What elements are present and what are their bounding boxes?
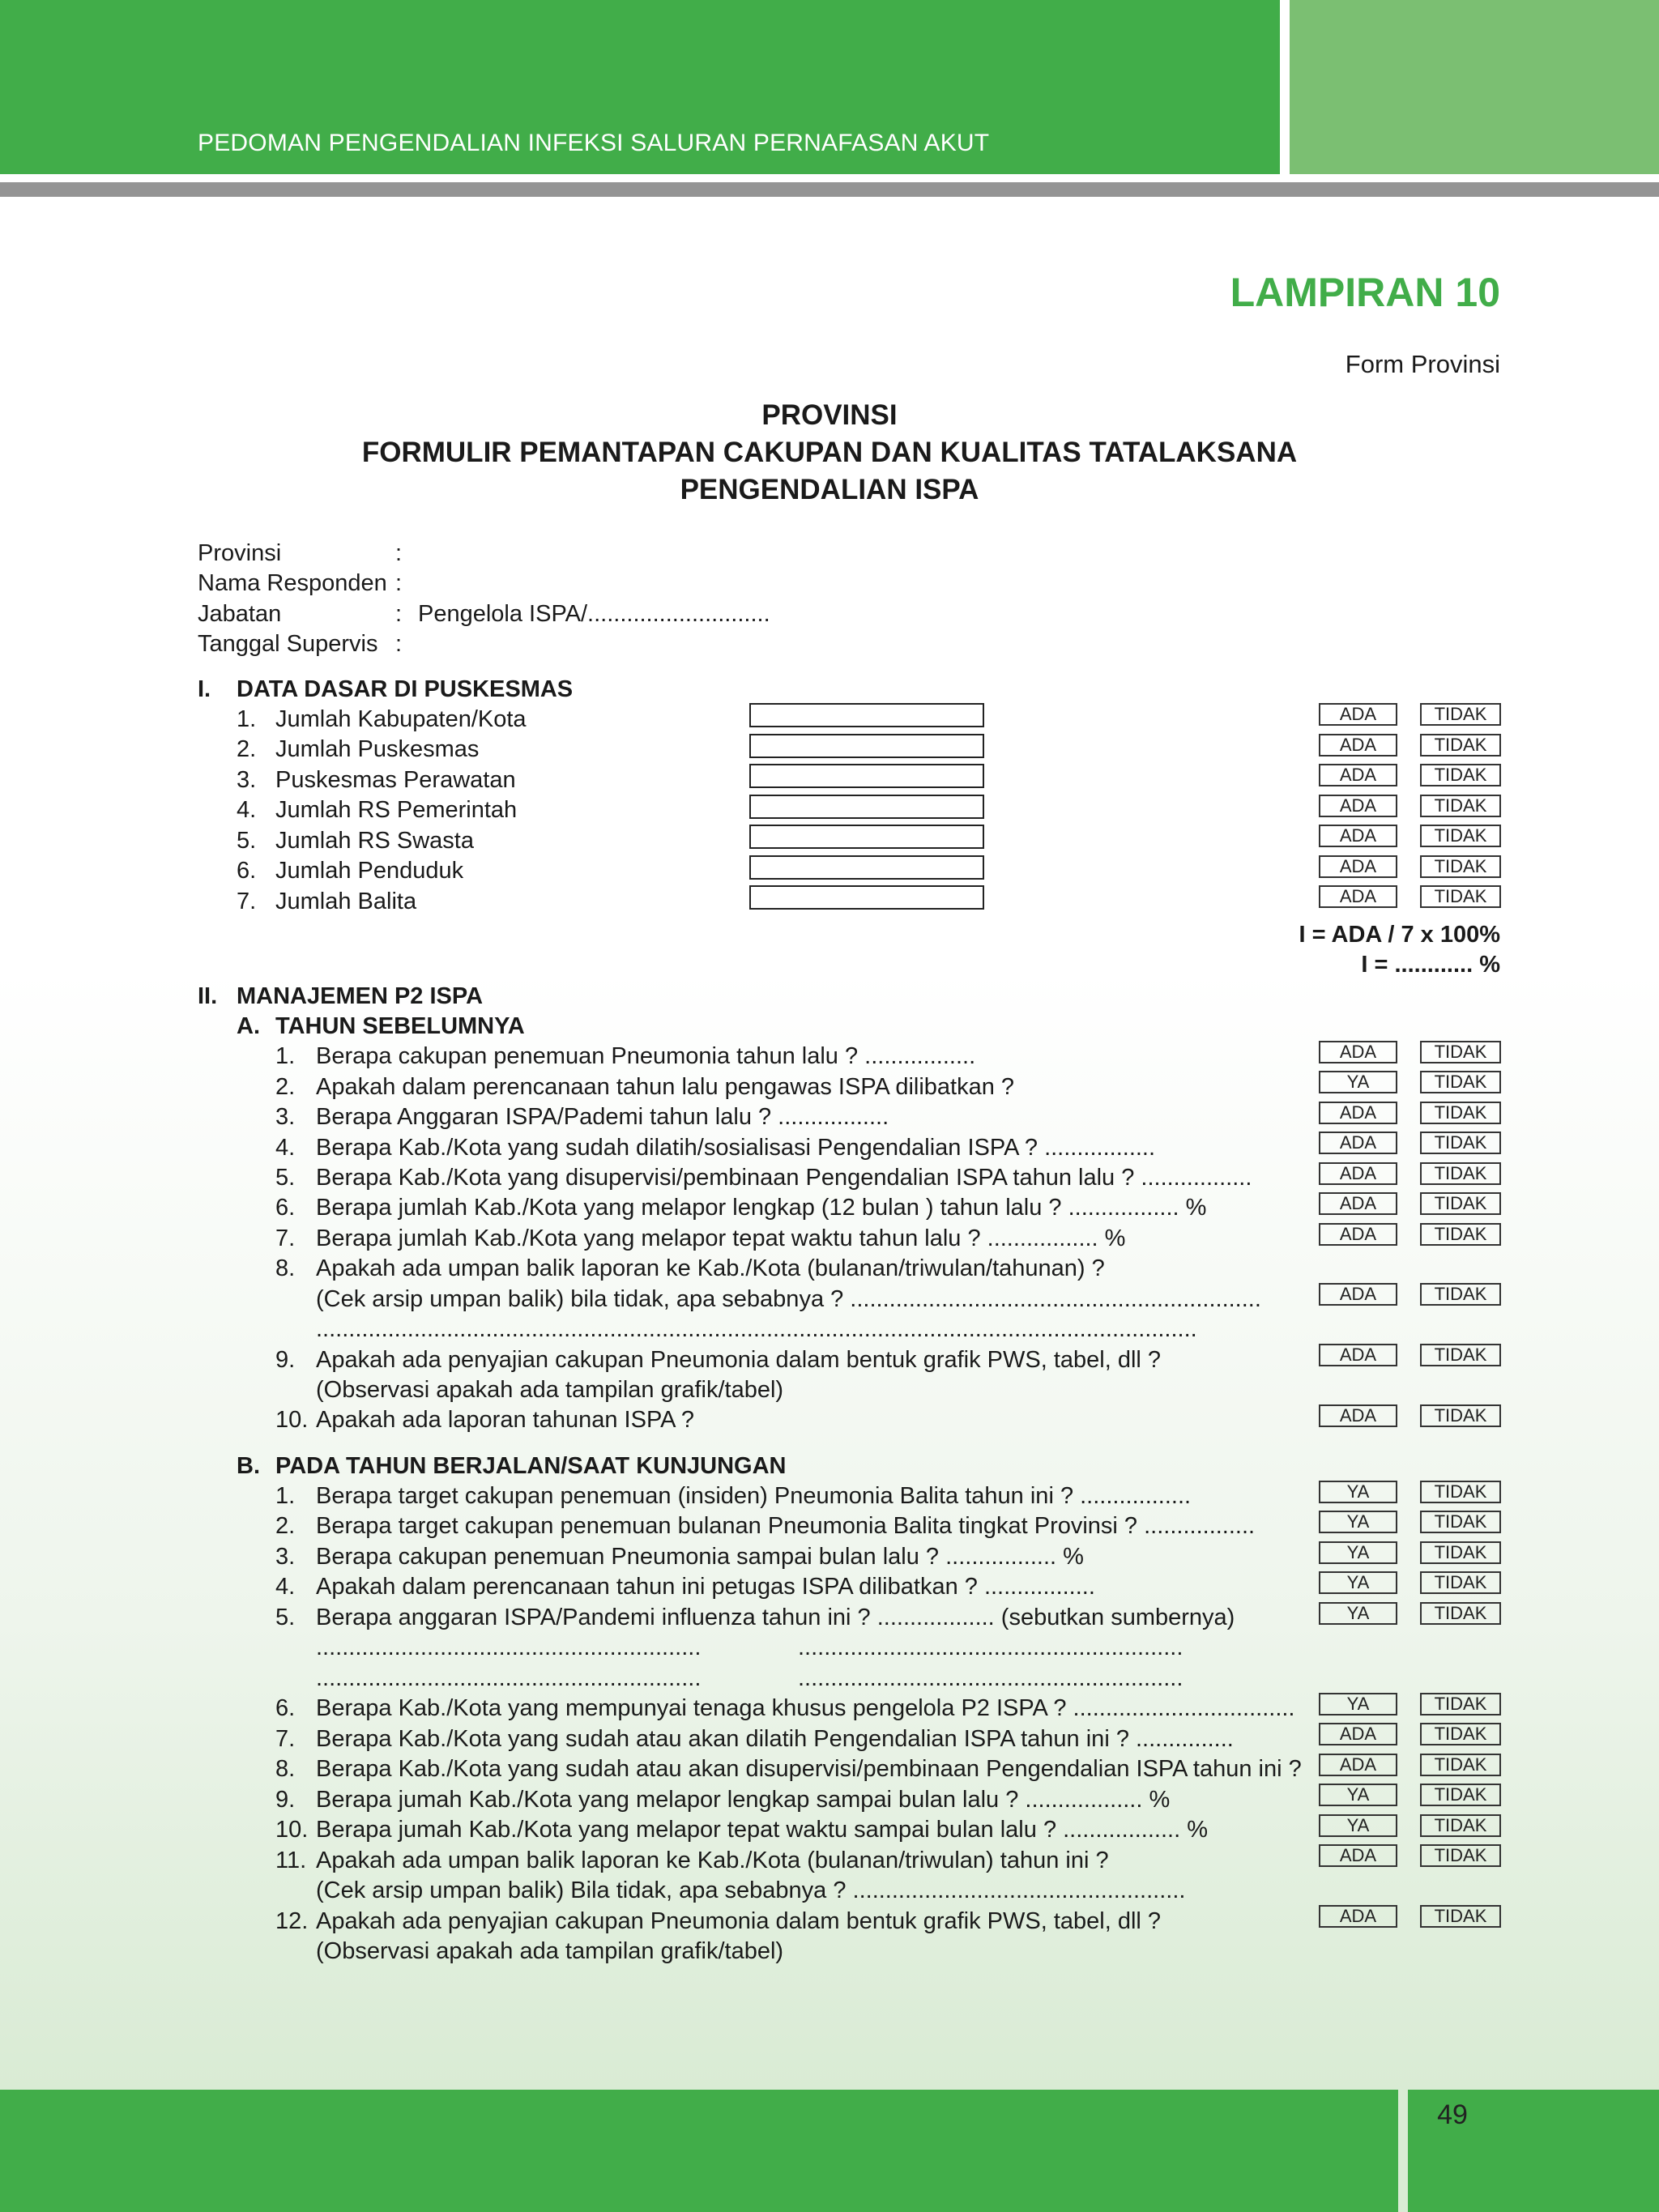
b-item-text: Berapa Kab./Kota yang sudah atau akan dilatih Pengendalian ISPA tahun ini ? ............... [316,1726,1234,1752]
a-option-1[interactable]: ADA [1319,1132,1397,1154]
s1-option-tidak[interactable]: TIDAK [1420,825,1501,847]
b-option-tidak[interactable]: TIDAK [1420,1844,1501,1867]
b-option-tidak[interactable]: TIDAK [1420,1814,1501,1837]
b-option-tidak[interactable]: TIDAK [1420,1481,1501,1503]
s1-item-num: 3. [237,767,257,793]
a-item-text: Berapa Kab./Kota yang sudah dilatih/sosialisasi Pengendalian ISPA ? ................. [316,1135,1156,1161]
b-option-1[interactable]: YA [1319,1571,1397,1594]
b-option-tidak[interactable]: TIDAK [1420,1693,1501,1715]
b-option-1[interactable]: YA [1319,1541,1397,1564]
info-colon: : [395,601,403,627]
s1-option-ada[interactable]: ADA [1319,855,1397,878]
info-colon: : [395,540,403,566]
b-option-1[interactable]: ADA [1319,1723,1397,1745]
section-2-num: II. [198,983,218,1009]
s1-item-text: Jumlah Kabupaten/Kota [275,706,527,732]
s1-item-num: 2. [237,736,257,762]
s1-option-ada[interactable]: ADA [1319,703,1397,726]
s1-item-num: 6. [237,858,257,884]
b-item-text: Berapa cakupan penemuan Pneumonia sampai bulan lalu ? ................. % [316,1544,1084,1570]
b-item-text: Berapa Kab./Kota yang sudah atau akan disupervisi/pembinaan Pengendalian ISPA tahun ini ? [316,1756,1302,1782]
s1-item-input[interactable] [749,764,984,788]
b-dots-line: ........................................................... [316,1634,702,1660]
footer-bar [0,2090,1398,2212]
s1-option-ada[interactable]: ADA [1319,764,1397,786]
subsection-a-num: A. [237,1013,260,1039]
a-option-1[interactable]: ADA [1319,1041,1397,1063]
b-item-num: 11. [275,1848,307,1873]
b-item-num: 5. [275,1605,296,1630]
score-result: I = ............ % [1361,952,1500,978]
b-option-tidak[interactable]: TIDAK [1420,1905,1501,1928]
a-item-text: Berapa Anggaran ISPA/Pademi tahun lalu ? ................. [316,1104,889,1130]
b-item-num: 6. [275,1695,296,1721]
b-item-num: 10. [275,1817,309,1843]
b-item-text: Berapa target cakupan penemuan (insiden) Pneumonia Balita tahun ini ? ................. [316,1483,1192,1509]
a-item-text: Berapa Kab./Kota yang disupervisi/pembinaan Pengendalian ISPA tahun lalu ? ................. [316,1165,1252,1191]
b-option-1[interactable]: ADA [1319,1844,1397,1867]
a-option-1[interactable]: ADA [1319,1192,1397,1215]
b-item-text-line2: (Cek arsip umpan balik) Bila tidak, apa sebabnya ? ................................................... [316,1877,1186,1903]
form-title-line-1: PROVINSI [761,399,898,431]
b-option-1[interactable]: YA [1319,1602,1397,1625]
b-item-num: 3. [275,1544,296,1570]
info-label-jabatan: Jabatan [198,601,282,627]
s1-option-ada[interactable]: ADA [1319,885,1397,908]
b-item-num: 7. [275,1726,296,1752]
a-item-num: 2. [275,1074,296,1100]
s1-item-text: Jumlah RS Pemerintah [275,797,518,823]
b-item-num: 1. [275,1483,296,1509]
b-item-num: 8. [275,1756,296,1782]
s1-option-ada[interactable]: ADA [1319,795,1397,817]
page-number: 49 [1437,2099,1468,2130]
subsection-a-title: TAHUN SEBELUMNYA [275,1013,525,1039]
s1-item-text: Jumlah RS Swasta [275,828,474,854]
b-option-tidak[interactable]: TIDAK [1420,1571,1501,1594]
a-item-num: 3. [275,1104,296,1130]
a-option-1[interactable]: ADA [1319,1102,1397,1124]
a-option-tidak[interactable]: TIDAK [1420,1223,1501,1246]
b-item-text: Apakah ada penyajian cakupan Pneumonia dalam bentuk grafik PWS, tabel, dll ? [316,1908,1162,1934]
b-option-1[interactable]: ADA [1319,1905,1397,1928]
s1-item-input[interactable] [749,825,984,849]
a-option-1[interactable]: ADA [1319,1344,1397,1366]
s1-item-text: Jumlah Balita [275,889,417,914]
a-option-tidak[interactable]: TIDAK [1420,1192,1501,1215]
a-item-text: Apakah ada umpan balik laporan ke Kab./Kota (bulanan/triwulan/tahunan) ? [316,1255,1105,1281]
s1-option-tidak[interactable]: TIDAK [1420,855,1501,878]
b-item-num: 9. [275,1787,296,1813]
s1-item-input[interactable] [749,855,984,880]
header-divider [0,182,1659,197]
header-side-block [1290,0,1659,174]
b-option-tidak[interactable]: TIDAK [1420,1723,1501,1745]
s1-item-text: Jumlah Penduduk [275,858,464,884]
a-option-1[interactable]: ADA [1319,1404,1397,1427]
s1-item-num: 1. [237,706,257,732]
a-item-num: 8. [275,1255,296,1281]
section-2-title: MANAJEMEN P2 ISPA [237,983,484,1009]
b-option-tidak[interactable]: TIDAK [1420,1754,1501,1776]
a-item-text: Apakah ada penyajian cakupan Pneumonia dalam bentuk grafik PWS, tabel, dll ? [316,1347,1162,1373]
s1-option-tidak[interactable]: TIDAK [1420,885,1501,908]
b-option-tidak[interactable]: TIDAK [1420,1602,1501,1625]
b-option-tidak[interactable]: TIDAK [1420,1784,1501,1806]
b-option-1[interactable]: YA [1319,1693,1397,1715]
info-colon: : [395,631,403,657]
s1-option-tidak[interactable]: TIDAK [1420,795,1501,817]
a-option-1[interactable]: ADA [1319,1162,1397,1185]
s1-option-tidak[interactable]: TIDAK [1420,764,1501,786]
b-item-num: 2. [275,1513,296,1539]
section-1-title: DATA DASAR DI PUSKESMAS [237,676,574,702]
s1-item-input[interactable] [749,703,984,727]
a-item-text-line2: (Observasi apakah ada tampilan grafik/tabel) [316,1377,784,1403]
b-item-text: Berapa target cakupan penemuan bulanan Pneumonia Balita tingkat Provinsi ? ................. [316,1513,1256,1539]
a-option-tidak[interactable]: TIDAK [1420,1162,1501,1185]
s1-option-ada[interactable]: ADA [1319,825,1397,847]
a-item-text: Berapa jumlah Kab./Kota yang melapor tepat waktu tahun lalu ? ................. % [316,1225,1126,1251]
a-item-num: 6. [275,1195,296,1221]
appendix-label: LAMPIRAN 10 [1230,270,1500,315]
a-item-text-line3: ....................................................................................................................................... [316,1316,1197,1342]
b-item-text: Berapa jumah Kab./Kota yang melapor tepat waktu sampai bulan lalu ? .................. % [316,1817,1208,1843]
section-1-num: I. [198,676,211,702]
b-item-num: 12. [275,1908,309,1934]
info-value-jabatan[interactable]: Pengelola ISPA/............................ [418,601,770,627]
b-option-tidak[interactable]: TIDAK [1420,1511,1501,1533]
a-item-num: 4. [275,1135,296,1161]
a-option-tidak[interactable]: TIDAK [1420,1102,1501,1124]
s1-option-ada[interactable]: ADA [1319,734,1397,757]
info-label-responden: Nama Responden [198,570,387,596]
a-option-tidak[interactable]: TIDAK [1420,1283,1501,1306]
subsection-b-title: PADA TAHUN BERJALAN/SAAT KUNJUNGAN [275,1453,787,1479]
a-item-num: 5. [275,1165,296,1191]
form-title-line-3: PENGENDALIAN ISPA [680,474,979,505]
b-item-text: Berapa jumah Kab./Kota yang melapor lengkap sampai bulan lalu ? .................. % [316,1787,1171,1813]
a-item-num: 7. [275,1225,296,1251]
a-option-1[interactable]: YA [1319,1071,1397,1093]
s1-item-num: 5. [237,828,257,854]
s1-item-text: Jumlah Puskesmas [275,736,480,762]
a-option-tidak[interactable]: TIDAK [1420,1041,1501,1063]
s1-item-text: Puskesmas Perawatan [275,767,516,793]
b-option-tidak[interactable]: TIDAK [1420,1541,1501,1564]
a-option-tidak[interactable]: TIDAK [1420,1071,1501,1093]
b-option-1[interactable]: YA [1319,1814,1397,1837]
b-item-text: Apakah ada umpan balik laporan ke Kab./Kota (bulanan/triwulan) tahun ini ? [316,1848,1109,1873]
b-item-text: Apakah dalam perencanaan tahun ini petugas ISPA dilibatkan ? ................. [316,1574,1095,1600]
b-dots-line: ........................................................... [316,1665,702,1691]
b-item-text: Berapa Kab./Kota yang mempunyai tenaga khusus pengelola P2 ISPA ? .................................. [316,1695,1295,1721]
a-option-1[interactable]: ADA [1319,1283,1397,1306]
info-label-provinsi: Provinsi [198,540,282,566]
a-option-tidak[interactable]: TIDAK [1420,1132,1501,1154]
b-dots-line: ........................................................... [798,1634,1183,1660]
s1-option-tidak[interactable]: TIDAK [1420,703,1501,726]
b-option-1[interactable]: YA [1319,1784,1397,1806]
score-formula: I = ADA / 7 x 100% [1299,922,1500,948]
b-option-1[interactable]: YA [1319,1481,1397,1503]
s1-item-input[interactable] [749,885,984,910]
b-item-num: 4. [275,1574,296,1600]
s1-item-input[interactable] [749,795,984,819]
s1-item-input[interactable] [749,734,984,758]
a-item-text-line2: (Cek arsip umpan balik) bila tidak, apa sebabnya ? ............................................................... [316,1286,1261,1312]
a-item-text: Berapa cakupan penemuan Pneumonia tahun lalu ? ................. [316,1043,976,1069]
a-option-1[interactable]: ADA [1319,1223,1397,1246]
form-label: Form Provinsi [1345,350,1500,378]
a-option-tidak[interactable]: TIDAK [1420,1404,1501,1427]
info-label-tanggal: Tanggal Supervis [198,631,378,657]
a-item-text: Berapa jumlah Kab./Kota yang melapor lengkap (12 bulan ) tahun lalu ? ................. % [316,1195,1207,1221]
a-item-num: 9. [275,1347,296,1373]
b-item-text-line2: (Observasi apakah ada tampilan grafik/tabel) [316,1938,784,1964]
a-option-tidak[interactable]: TIDAK [1420,1344,1501,1366]
a-item-text: Apakah ada laporan tahunan ISPA ? [316,1407,695,1433]
form-title-line-2: FORMULIR PEMANTAPAN CAKUPAN DAN KUALITAS TATALAKSANA [361,437,1298,468]
a-item-num: 1. [275,1043,296,1069]
a-item-num: 10. [275,1407,309,1433]
subsection-b-num: B. [237,1453,260,1479]
info-colon: : [395,570,403,596]
s1-option-tidak[interactable]: TIDAK [1420,734,1501,757]
b-dots-line: ........................................................... [798,1665,1183,1691]
b-option-1[interactable]: ADA [1319,1754,1397,1776]
s1-item-num: 4. [237,797,257,823]
s1-item-num: 7. [237,889,257,914]
a-item-text: Apakah dalam perencanaan tahun lalu pengawas ISPA dilibatkan ? [316,1074,1015,1100]
b-item-text: Berapa anggaran ISPA/Pandemi influenza tahun ini ? .................. (sebutkan sumbernya) [316,1605,1235,1630]
b-option-1[interactable]: YA [1319,1511,1397,1533]
header-title: PEDOMAN PENGENDALIAN INFEKSI SALURAN PERNAFASAN AKUT [198,130,990,156]
